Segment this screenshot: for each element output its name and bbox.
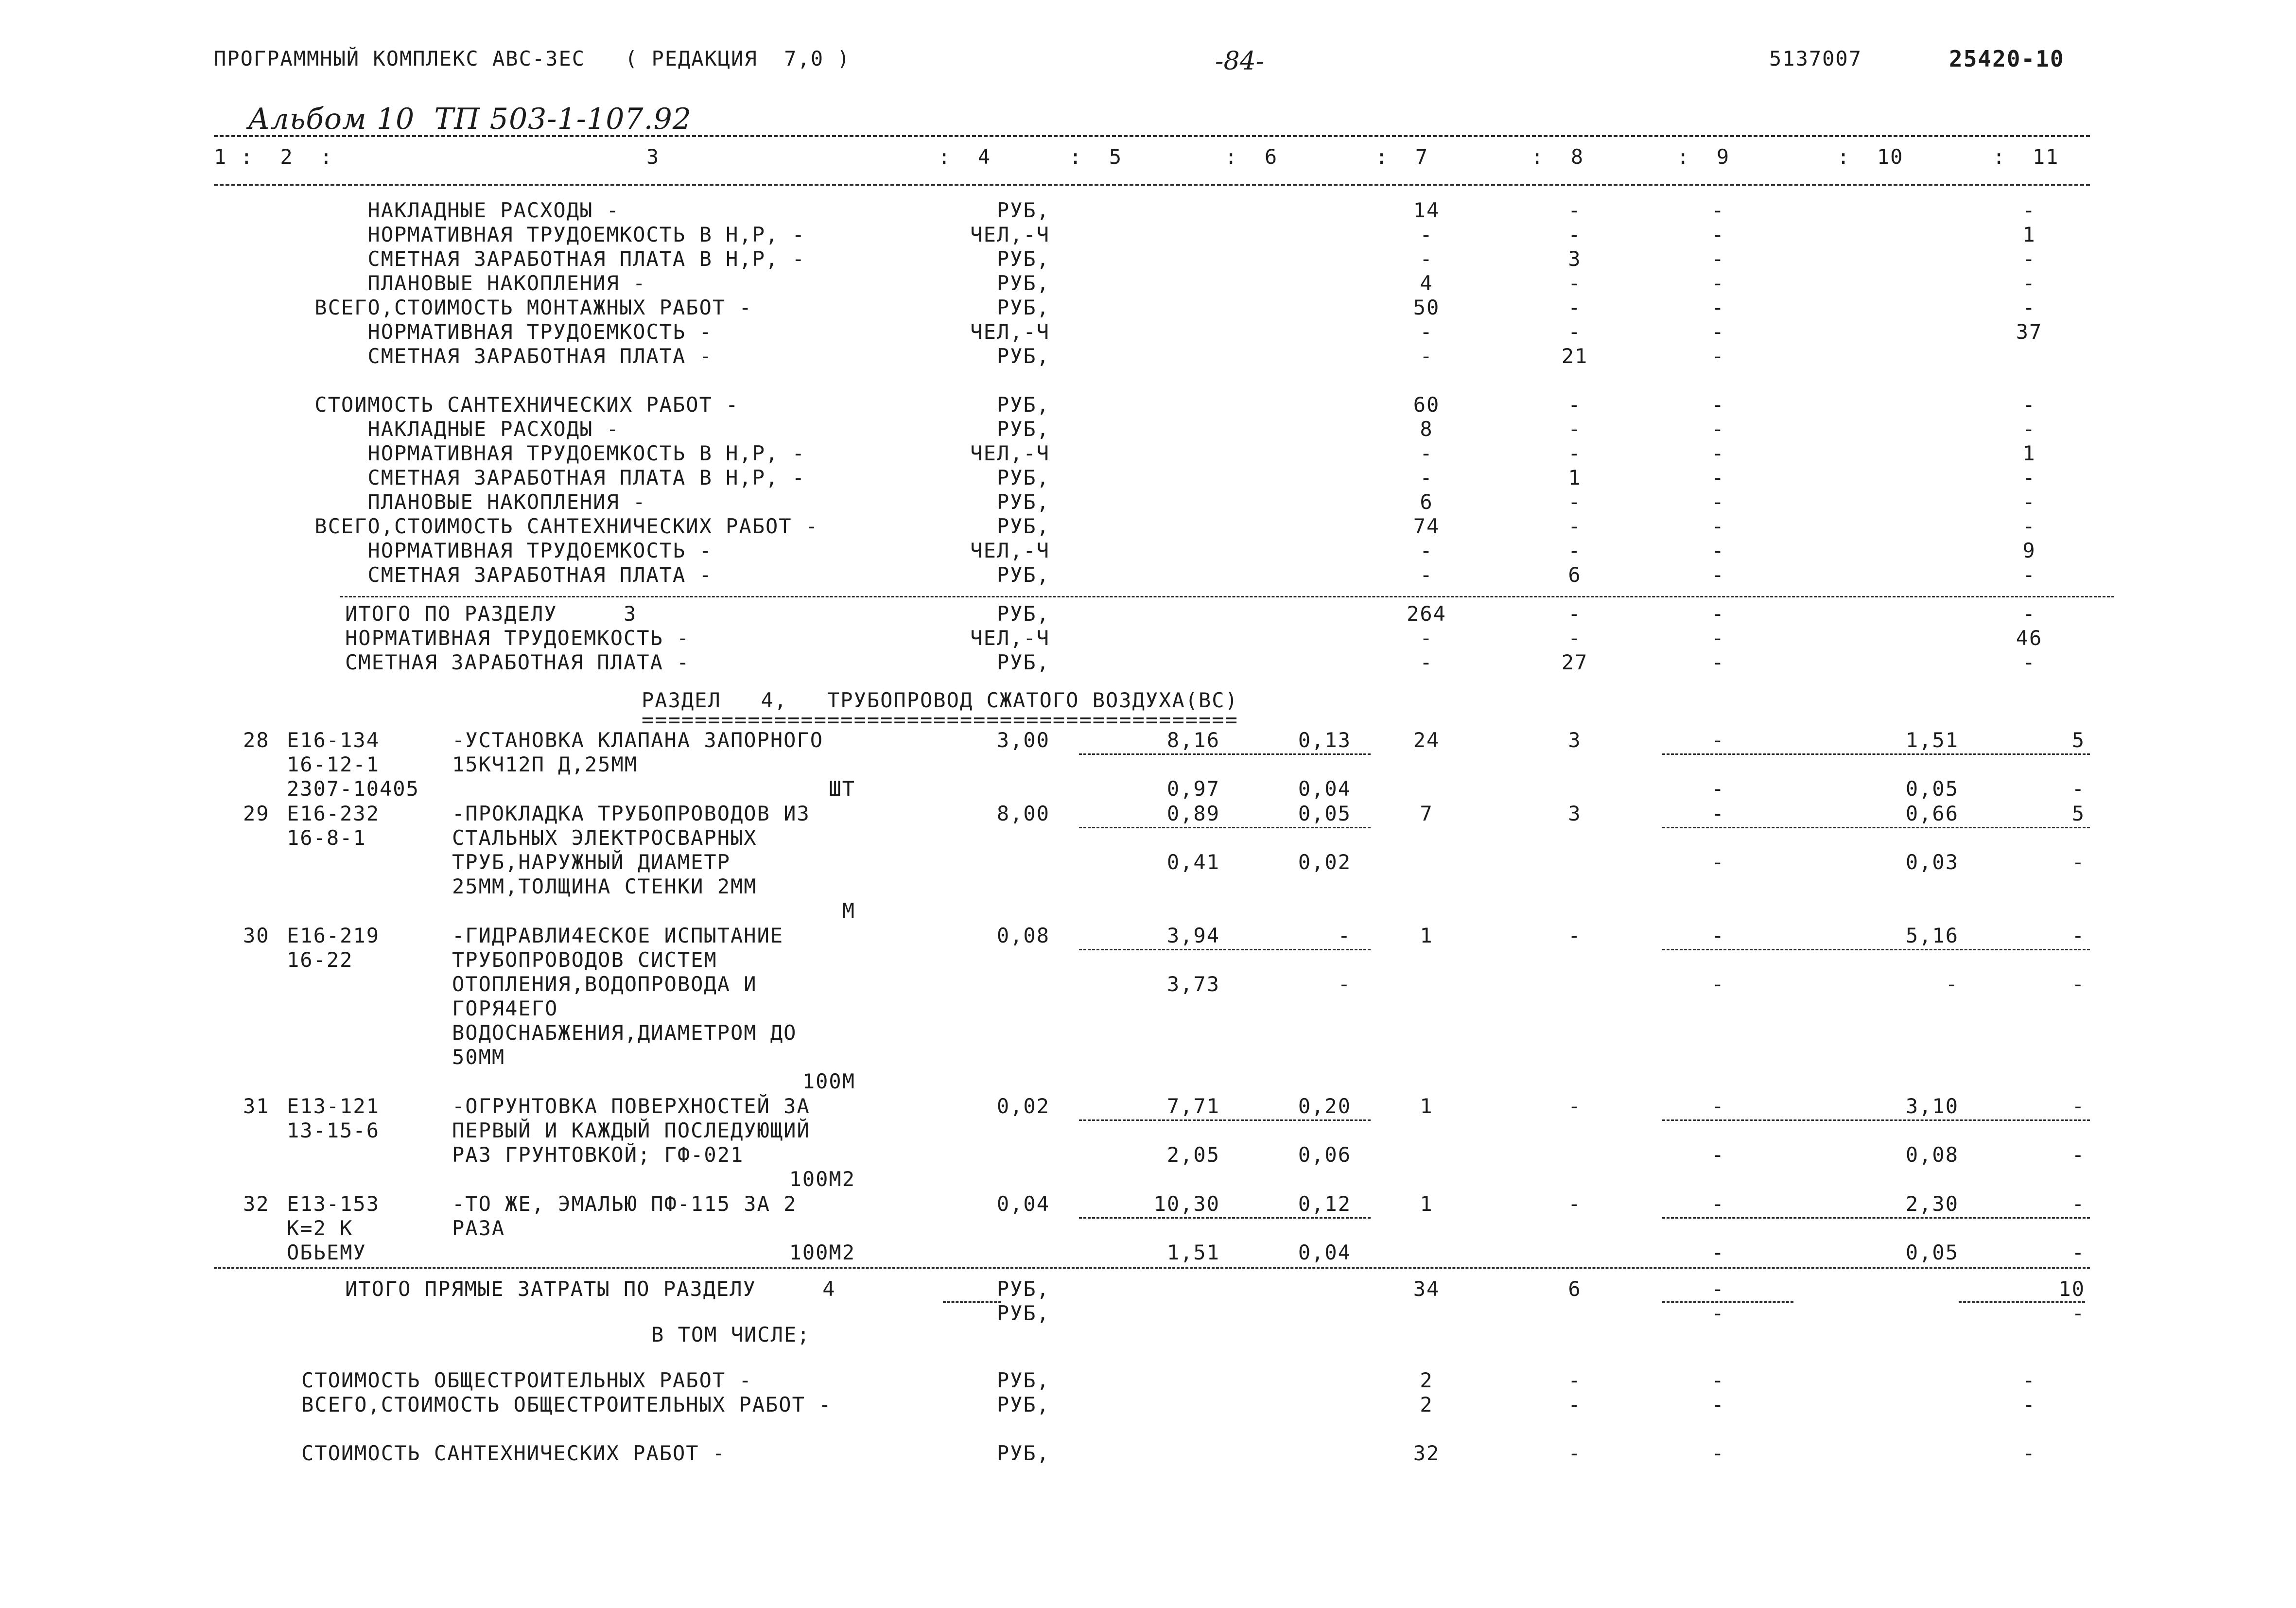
col-c9: - — [1711, 271, 1725, 295]
col-c9: - — [1711, 296, 1725, 319]
col-c9: - — [1711, 602, 1725, 626]
col-c11: 46 — [2016, 626, 2043, 650]
col-c9: - — [1711, 539, 1725, 562]
labour-norm-machine: 0,03 — [1905, 850, 1959, 874]
labour-norm: 5,16 — [1905, 924, 1959, 947]
row-label: ПЛАНОВЫЕ НАКОПЛЕНИЯ - — [301, 271, 646, 295]
row-label: НАКЛАДНЫЕ РАСХОДЫ - — [301, 198, 620, 222]
item-code: Е16-232 — [287, 802, 380, 825]
direct-total-rule — [214, 1267, 2090, 1269]
col-c7: - — [1420, 466, 1433, 489]
item-description-line: -ГИДРАВЛИ4ЕСКОЕ ИСПЫТАНИЕ — [452, 924, 784, 947]
labour-total: - — [2071, 924, 2085, 947]
unit: РУБ, — [996, 344, 1050, 368]
col-c7: 32 — [1413, 1441, 1440, 1465]
unit-rule — [943, 1301, 1001, 1303]
col-c7: 60 — [1413, 393, 1440, 417]
col-c9: - — [1711, 441, 1725, 465]
item-description-line: ОТОПЛЕНИЯ,ВОДОПРОВОДА И — [452, 972, 757, 996]
col-c11: 37 — [2016, 320, 2043, 344]
col-c9: - — [1711, 247, 1725, 271]
total-wages: - — [1568, 1192, 1582, 1216]
row-label: СМЕТНАЯ ЗАРАБОТНАЯ ПЛАТА - — [301, 344, 713, 368]
col-c8: - — [1568, 441, 1582, 465]
section-4-underline: ============================================= — [642, 708, 1238, 732]
unit-price-wages: 0,41 — [1166, 850, 1220, 874]
col-c7: 2 — [1420, 1368, 1433, 1392]
col-c8: - — [1568, 626, 1582, 650]
col-c9: - — [1711, 393, 1725, 417]
col-c8: 27 — [1561, 650, 1588, 674]
row-label: НАКЛАДНЫЕ РАСХОДЫ - — [301, 417, 620, 441]
col-c8: 3 — [1568, 247, 1582, 271]
col-c8: - — [1568, 514, 1582, 538]
unit: ЧЕЛ,-Ч — [970, 320, 1050, 344]
col-c11: - — [2022, 466, 2036, 489]
total-cost: 1 — [1420, 1094, 1433, 1118]
section-4-title: РАЗДЕЛ 4, ТРУБОПРОВОД СЖАТОГО ВОЗДУХА(ВС) — [642, 688, 1238, 712]
col-c8: - — [1568, 320, 1582, 344]
item-split-rule — [1079, 753, 1371, 755]
col-c9: - — [1711, 626, 1725, 650]
unit-price-wages: 1,51 — [1166, 1241, 1220, 1264]
item-code-2: К=2 К — [287, 1216, 353, 1240]
col-c7: 4 — [1420, 271, 1433, 295]
item-number: 29 — [243, 802, 270, 825]
item-description-line: СТАЛЬНЫХ ЭЛЕКТРОСВАРНЫХ — [452, 826, 757, 850]
labour-total: 5 — [2071, 728, 2085, 752]
col-c7: 6 — [1420, 490, 1433, 514]
unit: ЧЕЛ,-Ч — [970, 626, 1050, 650]
col-c11: - — [2022, 271, 2036, 295]
unit: РУБ, — [996, 1277, 1050, 1301]
col-c8: - — [1568, 490, 1582, 514]
unit-price-machine-wages: 0,04 — [1298, 1241, 1351, 1264]
col-c11: - — [2022, 490, 2036, 514]
item-code: Е13-121 — [287, 1094, 380, 1118]
item-split-rule — [1079, 949, 1371, 950]
col-c7: 8 — [1420, 417, 1433, 441]
col-c11: - — [2022, 247, 2036, 271]
col-9: - — [1711, 1192, 1725, 1216]
item-description-line: ПЕРВЫЙ И КАЖДЫЙ ПОСЛЕДУЮЩИЙ — [452, 1119, 810, 1142]
col-c8: - — [1568, 393, 1582, 417]
col-c9: - — [1711, 344, 1725, 368]
col-9: - — [1711, 728, 1725, 752]
row-label: СТОИМОСТЬ САНТЕХНИЧЕСКИХ РАБОТ - — [301, 1441, 726, 1465]
program-code: 5137007 — [1769, 47, 1862, 70]
col-c7: 14 — [1413, 198, 1440, 222]
col-c9: - — [1711, 198, 1725, 222]
item-code-2: 13-15-6 — [287, 1119, 380, 1142]
total-cost: 7 — [1420, 802, 1433, 825]
unit-price-machine: 0,12 — [1298, 1192, 1351, 1216]
item-unit: М — [842, 899, 855, 923]
item-description-line: ГОРЯ4ЕГО — [452, 996, 558, 1020]
unit-price-machine-wages: - — [1338, 972, 1351, 996]
section-total-rule — [340, 596, 2114, 597]
item-quantity: 0,08 — [996, 924, 1050, 947]
col-c8: - — [1568, 198, 1582, 222]
col-c8: - — [1568, 602, 1582, 626]
unit: РУБ, — [996, 466, 1050, 489]
item-number: 30 — [243, 924, 270, 947]
total-wages: 3 — [1568, 728, 1582, 752]
labour-norm-machine: 0,08 — [1905, 1143, 1959, 1167]
item-description-line: РАЗ ГРУНТОВКОЙ; ГФ-021 — [452, 1143, 744, 1167]
unit: РУБ, — [996, 490, 1050, 514]
col-c9: - — [1711, 650, 1725, 674]
col-c9: - — [1711, 514, 1725, 538]
col-c11: 10 — [2058, 1277, 2085, 1301]
col-c11: - — [2022, 417, 2036, 441]
col-c8: 21 — [1561, 344, 1588, 368]
unit-price-total: 3,94 — [1166, 924, 1220, 947]
labour-norm: 2,30 — [1905, 1192, 1959, 1216]
item-code-2: 16-22 — [287, 948, 353, 972]
col-c8: 1 — [1568, 466, 1582, 489]
labour-total-machine: - — [2071, 972, 2085, 996]
column-header-9: : 10 — [1837, 145, 1904, 169]
col-c11: - — [2022, 514, 2036, 538]
item-description-line: 50ММ — [452, 1045, 505, 1069]
col-9: - — [1711, 1094, 1725, 1118]
direct-total-label: ИТОГО ПРЯМЫЕ ЗАТРАТЫ ПО РАЗДЕЛУ 4 — [345, 1277, 836, 1301]
item-code: Е13-153 — [287, 1192, 380, 1216]
item-code: Е16-219 — [287, 924, 380, 947]
report-title: ПРОГРАММНЫЙ КОМПЛЕКС АВС-3ЕС ( РЕДАКЦИЯ 7,0 ) — [214, 47, 851, 70]
col-c7: 34 — [1413, 1277, 1440, 1301]
item-description-line: ТРУБОПРОВОДОВ СИСТЕМ — [452, 948, 717, 972]
col-c11: - — [2022, 650, 2036, 674]
unit: РУБ, — [996, 1301, 1050, 1325]
item-split-rule — [1662, 1217, 2090, 1219]
col-c9: - — [1711, 490, 1725, 514]
column-header-7: : 8 — [1531, 145, 1584, 169]
unit: РУБ, — [996, 514, 1050, 538]
labour-total: - — [2071, 1192, 2085, 1216]
col-c8: - — [1568, 1441, 1582, 1465]
row-label: СТОИМОСТЬ САНТЕХНИЧЕСКИХ РАБОТ - — [301, 393, 739, 417]
labour-total: - — [2071, 1094, 2085, 1118]
col-c9: - — [1711, 1441, 1725, 1465]
item-number: 32 — [243, 1192, 270, 1216]
col-c8: - — [1568, 296, 1582, 319]
col-c11: 9 — [2022, 539, 2036, 562]
col-9: - — [1711, 802, 1725, 825]
col-c8: - — [1568, 271, 1582, 295]
col-c11: 1 — [2022, 441, 2036, 465]
total-cost: 1 — [1420, 1192, 1433, 1216]
unit: РУБ, — [996, 198, 1050, 222]
item-code-2: 16-12-1 — [287, 752, 380, 776]
item-split-rule — [1079, 1119, 1371, 1121]
col-c11: - — [2022, 1393, 2036, 1416]
unit: РУБ, — [996, 1441, 1050, 1465]
unit: ЧЕЛ,-Ч — [970, 539, 1050, 562]
col-9: - — [1711, 850, 1725, 874]
row-label: СМЕТНАЯ ЗАРАБОТНАЯ ПЛАТА В Н,Р, - — [301, 247, 805, 271]
labour-norm: 0,66 — [1905, 802, 1959, 825]
item-description-line: -ОГРУНТОВКА ПОВЕРХНОСТЕЙ ЗА — [452, 1094, 810, 1118]
section-total-label: СМЕТНАЯ ЗАРАБОТНАЯ ПЛАТА - — [345, 650, 690, 674]
row-label: НОРМАТИВНАЯ ТРУДОЕМКОСТЬ - — [301, 320, 713, 344]
col-c9: - — [1711, 1301, 1725, 1325]
col-c9: - — [1711, 417, 1725, 441]
item-description-line: 15КЧ12П Д,25ММ — [452, 752, 638, 776]
item-description-line: ВОДОСНАБЖЕНИЯ,ДИАМЕТРОМ ДО — [452, 1021, 797, 1045]
col-c8: 6 — [1568, 1277, 1582, 1301]
unit-price-machine: 0,13 — [1298, 728, 1351, 752]
col-c9: - — [1711, 320, 1725, 344]
item-code: Е16-134 — [287, 728, 380, 752]
item-unit: ШТ — [829, 777, 855, 801]
col-c9: - — [1711, 223, 1725, 246]
unit-price-wages: 0,97 — [1166, 777, 1220, 801]
unit: РУБ, — [996, 1368, 1050, 1392]
document-number: 25420-10 — [1949, 46, 2065, 72]
item-quantity: 8,00 — [996, 802, 1050, 825]
unit-price-total: 8,16 — [1166, 728, 1220, 752]
section-total-label: НОРМАТИВНАЯ ТРУДОЕМКОСТЬ - — [345, 626, 690, 650]
col-c9: - — [1711, 563, 1725, 587]
unit-price-total: 7,71 — [1166, 1094, 1220, 1118]
col-c11: - — [2071, 1301, 2085, 1325]
item-unit: 100М — [802, 1069, 855, 1093]
labour-total-machine: - — [2071, 1241, 2085, 1264]
col-9: - — [1711, 972, 1725, 996]
unit: ЧЕЛ,-Ч — [970, 441, 1050, 465]
row-label: СТОИМОСТЬ ОБЩЕСТРОИТЕЛЬНЫХ РАБОТ - — [301, 1368, 752, 1392]
labour-total: 5 — [2071, 802, 2085, 825]
unit: РУБ, — [996, 1393, 1050, 1416]
col-c8: - — [1568, 539, 1582, 562]
total-wages: - — [1568, 924, 1582, 947]
total-cost: 1 — [1420, 924, 1433, 947]
row-label: НОРМАТИВНАЯ ТРУДОЕМКОСТЬ В Н,Р, - — [301, 441, 805, 465]
section-total-label: ИТОГО ПО РАЗДЕЛУ 3 — [345, 602, 637, 626]
col-c8: - — [1568, 1368, 1582, 1392]
unit: РУБ, — [996, 247, 1050, 271]
item-split-rule — [1662, 827, 2090, 828]
unit-price-machine: - — [1338, 924, 1351, 947]
row-label: СМЕТНАЯ ЗАРАБОТНАЯ ПЛАТА - — [301, 563, 713, 587]
item-description-line: ТРУБ,НАРУЖНЫЙ ДИАМЕТР — [452, 850, 731, 874]
item-description-line: 25ММ,ТОЛЩИНА СТЕНКИ 2ММ — [452, 874, 757, 898]
col-c9: - — [1711, 1368, 1725, 1392]
col-9: - — [1711, 924, 1725, 947]
row-label: ВСЕГО,СТОИМОСТЬ МОНТАЖНЫХ РАБОТ - — [301, 296, 752, 319]
item-description-line: -УСТАНОВКА КЛАПАНА ЗАПОРНОГО — [452, 728, 824, 752]
item-unit: 100М2 — [789, 1167, 855, 1191]
row-label: ПЛАНОВЫЕ НАКОПЛЕНИЯ - — [301, 490, 646, 514]
labour-norm: 3,10 — [1905, 1094, 1959, 1118]
row-label: НОРМАТИВНАЯ ТРУДОЕМКОСТЬ - — [301, 539, 713, 562]
col-c8: 6 — [1568, 563, 1582, 587]
col-c7: 50 — [1413, 296, 1440, 319]
item-code-3: 2307-10405 — [287, 777, 419, 801]
col-c11: - — [2022, 393, 2036, 417]
album-reference: Альбом 10 ТП 503-1-107.92 — [248, 102, 692, 136]
col-c11: - — [2022, 1441, 2036, 1465]
column-header-1: 1 : 2 : — [214, 145, 333, 169]
col-9: - — [1711, 777, 1725, 801]
col-c7: 74 — [1413, 514, 1440, 538]
col9-rule — [1662, 1301, 1793, 1303]
column-header-6: : 7 — [1375, 145, 1429, 169]
col-c7: 264 — [1407, 602, 1446, 626]
unit: РУБ, — [996, 602, 1050, 626]
column-header-2: 3 — [646, 145, 660, 169]
unit-price-total: 10,30 — [1153, 1192, 1220, 1216]
column-header-8: : 9 — [1677, 145, 1730, 169]
column-header-4: : 5 — [1069, 145, 1123, 169]
item-quantity: 0,04 — [996, 1192, 1050, 1216]
total-cost: 24 — [1413, 728, 1440, 752]
col-c7: - — [1420, 626, 1433, 650]
col-c9: - — [1711, 1393, 1725, 1416]
unit: РУБ, — [996, 271, 1050, 295]
col-c7: - — [1420, 650, 1433, 674]
col-9: - — [1711, 1143, 1725, 1167]
item-quantity: 0,02 — [996, 1094, 1050, 1118]
col-c11: - — [2022, 296, 2036, 319]
row-label: СМЕТНАЯ ЗАРАБОТНАЯ ПЛАТА В Н,Р, - — [301, 466, 805, 489]
col-c7: - — [1420, 247, 1433, 271]
including-label: В ТОМ ЧИСЛЕ; — [651, 1323, 811, 1346]
item-quantity: 3,00 — [996, 728, 1050, 752]
item-split-rule — [1662, 1119, 2090, 1121]
unit: РУБ, — [996, 417, 1050, 441]
col-c7: - — [1420, 441, 1433, 465]
col-c11: - — [2022, 563, 2036, 587]
col-c7: - — [1420, 344, 1433, 368]
col-c7: - — [1420, 563, 1433, 587]
column-header-10: : 11 — [1993, 145, 2059, 169]
col-c8: - — [1568, 417, 1582, 441]
unit: РУБ, — [996, 296, 1050, 319]
item-description-line: -ТО ЖЕ, ЭМАЛЬЮ ПФ-115 ЗА 2 — [452, 1192, 797, 1216]
col-c8: - — [1568, 223, 1582, 246]
unit: ЧЕЛ,-Ч — [970, 223, 1050, 246]
item-split-rule — [1662, 949, 2090, 950]
item-unit: 100М2 — [789, 1241, 855, 1264]
unit: РУБ, — [996, 393, 1050, 417]
labour-total-machine: - — [2071, 777, 2085, 801]
row-label: ВСЕГО,СТОИМОСТЬ САНТЕХНИЧЕСКИХ РАБОТ - — [301, 514, 819, 538]
unit-price-machine: 0,05 — [1298, 802, 1351, 825]
total-wages: - — [1568, 1094, 1582, 1118]
col-c7: 2 — [1420, 1393, 1433, 1416]
labour-total-machine: - — [2071, 1143, 2085, 1167]
item-description-line: РАЗА — [452, 1216, 505, 1240]
item-code-3: ОБЬЕМУ — [287, 1241, 366, 1264]
col-c11: - — [2022, 1368, 2036, 1392]
page-number: -84- — [1215, 47, 1265, 76]
item-number: 28 — [243, 728, 270, 752]
item-split-rule — [1079, 827, 1371, 828]
unit-price-machine: 0,20 — [1298, 1094, 1351, 1118]
col11-rule — [1959, 1301, 2085, 1303]
column-header-5: : 6 — [1225, 145, 1278, 169]
unit-price-machine-wages: 0,04 — [1298, 777, 1351, 801]
labour-total-machine: - — [2071, 850, 2085, 874]
item-description-line: -ПРОКЛАДКА ТРУБОПРОВОДОВ ИЗ — [452, 802, 810, 825]
unit-price-machine-wages: 0,06 — [1298, 1143, 1351, 1167]
labour-norm-machine: 0,05 — [1905, 777, 1959, 801]
col-c7: - — [1420, 320, 1433, 344]
header-rule — [214, 135, 2090, 137]
column-header-3: : 4 — [938, 145, 991, 169]
row-label: ВСЕГО,СТОИМОСТЬ ОБЩЕСТРОИТЕЛЬНЫХ РАБОТ - — [301, 1393, 832, 1416]
unit-price-machine-wages: 0,02 — [1298, 850, 1351, 874]
item-code-2: 16-8-1 — [287, 826, 366, 850]
col-c9: - — [1711, 1277, 1725, 1301]
unit-price-total: 0,89 — [1166, 802, 1220, 825]
item-split-rule — [1662, 753, 2090, 755]
labour-norm: 1,51 — [1905, 728, 1959, 752]
col-c9: - — [1711, 466, 1725, 489]
item-number: 31 — [243, 1094, 270, 1118]
unit: РУБ, — [996, 563, 1050, 587]
unit: РУБ, — [996, 650, 1050, 674]
col-c8: - — [1568, 1393, 1582, 1416]
unit-price-wages: 3,73 — [1166, 972, 1220, 996]
col-c11: 1 — [2022, 223, 2036, 246]
col-c11: - — [2022, 198, 2036, 222]
row-label: НОРМАТИВНАЯ ТРУДОЕМКОСТЬ В Н,Р, - — [301, 223, 805, 246]
col-9: - — [1711, 1241, 1725, 1264]
labour-norm-machine: 0,05 — [1905, 1241, 1959, 1264]
col-c7: - — [1420, 223, 1433, 246]
col-c11: - — [2022, 602, 2036, 626]
labour-norm-machine: - — [1945, 972, 1959, 996]
unit-price-wages: 2,05 — [1166, 1143, 1220, 1167]
col-c7: - — [1420, 539, 1433, 562]
item-split-rule — [1079, 1217, 1371, 1219]
column-header-rule — [214, 184, 2090, 186]
total-wages: 3 — [1568, 802, 1582, 825]
